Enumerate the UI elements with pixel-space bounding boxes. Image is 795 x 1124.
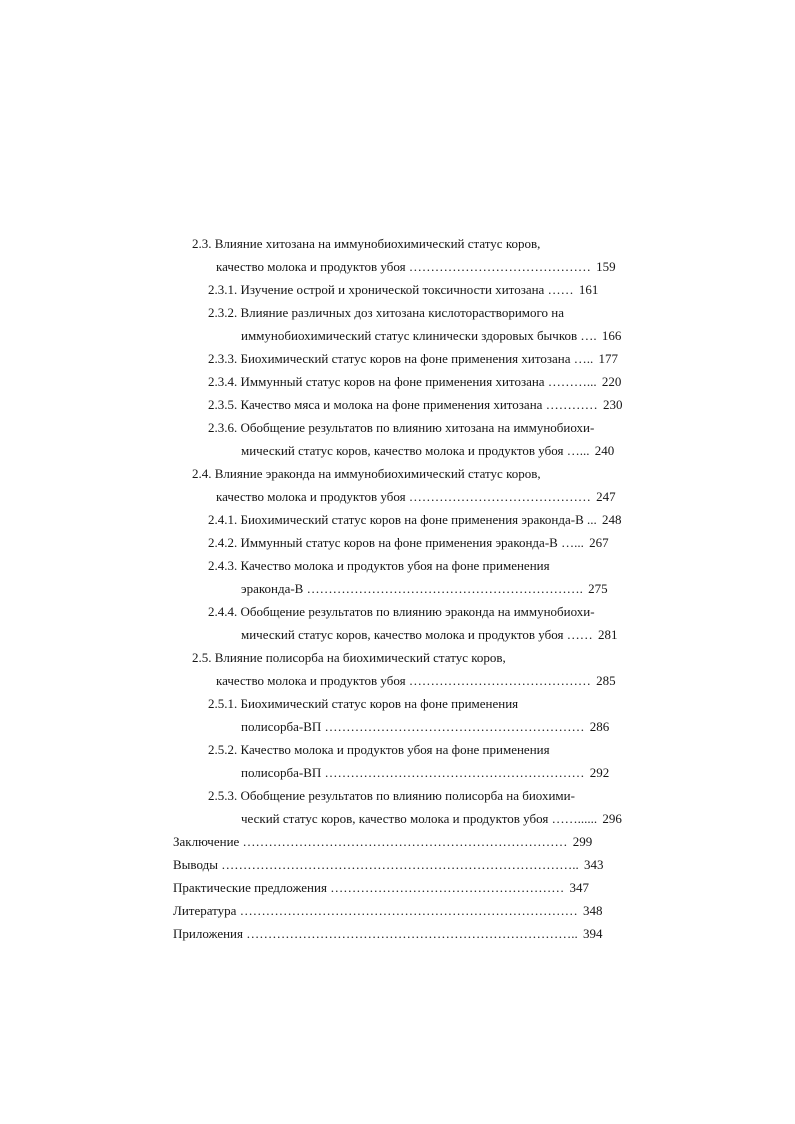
toc-entry-2-5-2-cont: [241, 765, 609, 781]
toc-entry-2-3-2-cont: [241, 328, 621, 344]
toc-entry-2-5-3: [208, 788, 575, 804]
toc-page-number: 285: [596, 673, 616, 688]
toc-entry-text: 2.5.3. Обобщение результатов по влиянию полисорба на биохими-: [208, 788, 575, 803]
toc-entry-text: 2.4.4. Обобщение результатов по влиянию эраконда на иммунобиохи-: [208, 604, 595, 619]
toc-entry-2-5-2: [208, 742, 550, 758]
toc-leader-dots: …………………………………………………………………..: [246, 926, 578, 941]
toc-entry-text: 2.3.6. Обобщение результатов по влиянию хитозана на иммунобиохи-: [208, 420, 595, 435]
toc-leader-dots: ………………………………………………: [330, 880, 565, 895]
toc-entry-2-5-1-cont: [241, 719, 609, 735]
toc-entry-2-5: [192, 650, 506, 666]
toc-entry-text: 2.3.5. Качество мяса и молока на фоне применения хитозана: [208, 397, 543, 412]
toc-entry-2-4-1: [208, 512, 622, 528]
toc-entry-text: эраконда-В: [241, 581, 304, 596]
toc-entry-2-4-4-cont: [241, 627, 618, 643]
toc-page-number: 166: [601, 328, 622, 343]
toc-page-number: 299: [572, 834, 593, 849]
toc-entry-text: 2.5. Влияние полисорба на биохимический статус коров,: [192, 650, 506, 665]
toc-entry-text: Заключение: [173, 834, 240, 849]
toc-leader-dots: ……………………………………………………: [324, 719, 585, 734]
toc-entry-text: Выводы: [173, 857, 218, 872]
toc-entry-text: мический статус коров, качество молока и продуктов убоя: [241, 627, 564, 642]
toc-entry-2-3-6: [208, 420, 594, 436]
toc-entry-text: 2.3.2. Влияние различных доз хитозана кислоторастворимого на: [208, 305, 565, 320]
toc-page-number: 286: [589, 719, 610, 734]
toc-entry-text: качество молока и продуктов убоя: [216, 259, 406, 274]
toc-page-number: 394: [582, 926, 603, 941]
toc-leader-dots: ……………………………………………………: [324, 765, 585, 780]
toc-page-number: 296: [602, 811, 622, 826]
toc-page-number: 177: [598, 351, 618, 366]
toc-page-number: 247: [596, 489, 616, 504]
toc-entry-2-4-3: [208, 558, 550, 574]
toc-entry-text: 2.4.2. Иммунный статус коров на фоне применения эраконда-В: [208, 535, 558, 550]
toc-page-number: 292: [589, 765, 610, 780]
toc-leader-dots: ………...: [547, 374, 597, 389]
toc-leader-dots: …………: [545, 397, 598, 412]
toc-entry-text: 2.4.3. Качество молока и продуктов убоя на фоне применения: [208, 558, 550, 573]
toc-leader-dots: ...: [587, 512, 597, 527]
toc-entry-2-3-3: [208, 351, 618, 367]
toc-leader-dots: ……………………………………………………….: [306, 581, 583, 596]
toc-page-number: 161: [578, 282, 599, 297]
toc-leader-dots: ……………………………………………………………………: [239, 903, 578, 918]
toc-leader-dots: ……………………………………: [408, 489, 591, 504]
toc-entry-practical-proposals: [173, 880, 589, 896]
toc-page-number: 220: [601, 374, 622, 389]
toc-leader-dots: ………………………………………………………………………..: [221, 857, 579, 872]
toc-entry-text: ческий статус коров, качество молока и продуктов убоя: [241, 811, 549, 826]
toc-entry-conclusion: [173, 834, 592, 850]
toc-entry-2-5-cont: [216, 673, 616, 689]
toc-entry-2-5-3-cont: [241, 811, 622, 827]
toc-page-number: 159: [596, 259, 616, 274]
toc-entry-literature: [173, 903, 602, 919]
toc-leader-dots: ……: [566, 627, 593, 642]
toc-entry-2-3-1: [208, 282, 598, 298]
toc-entry-2-5-1: [208, 696, 518, 712]
toc-page-number: 347: [569, 880, 589, 895]
toc-entry-2-3-4: [208, 374, 621, 390]
toc-page-number: 281: [598, 627, 618, 642]
toc-entry-text: Приложения: [173, 926, 243, 941]
toc-entry-text: качество молока и продуктов убоя: [216, 673, 406, 688]
toc-leader-dots: ……......: [551, 811, 598, 826]
toc-entry-text: мический статус коров, качество молока и продуктов убоя: [241, 443, 564, 458]
toc-leader-dots: …..: [573, 351, 594, 366]
toc-leader-dots: ……………………………………: [408, 259, 591, 274]
toc-entry-2-3-cont: [216, 259, 616, 275]
toc-entry-appendices: [173, 926, 602, 942]
toc-entry-text: полисорба-ВП: [241, 765, 322, 780]
toc-leader-dots: ……: [547, 282, 574, 297]
toc-page-number: 275: [588, 581, 608, 596]
toc-entry-2-4-cont: [216, 489, 616, 505]
toc-page-number: 248: [602, 512, 622, 527]
toc-entry-2-4-2: [208, 535, 609, 551]
toc-entry-text: полисорба-ВП: [241, 719, 322, 734]
toc-entry-2-3-2: [208, 305, 564, 321]
toc-entry-2-4: [192, 466, 541, 482]
toc-entry-text: 2.3. Влияние хитозана на иммунобиохимический статус коров,: [192, 236, 541, 251]
toc-page-number: 230: [602, 397, 623, 412]
toc-entry-findings: [173, 857, 603, 873]
toc-entry-text: качество молока и продуктов убоя: [216, 489, 406, 504]
toc-leader-dots: …...: [561, 535, 584, 550]
toc-page-number: 267: [589, 535, 609, 550]
toc-leader-dots: …………………………………………………………………: [242, 834, 568, 849]
toc-entry-text: 2.4.1. Биохимический статус коров на фоне применения эраконда-В: [208, 512, 584, 527]
toc-leader-dots: …...: [566, 443, 590, 458]
toc-entry-text: 2.3.3. Биохимический статус коров на фоне применения хитозана: [208, 351, 571, 366]
toc-entry-2-4-3-cont: [241, 581, 608, 597]
toc-entry-text: Литература: [173, 903, 237, 918]
toc-entry-text: Практические предложения: [173, 880, 327, 895]
toc-entry-2-3-6-cont: [241, 443, 614, 459]
toc-entry-text: 2.3.1. Изучение острой и хронической токсичности хитозана: [208, 282, 545, 297]
toc-entry-text: 2.4. Влияние эраконда на иммунобиохимический статус коров,: [192, 466, 541, 481]
toc-entry-text: иммунобиохимический статус клинически здоровых бычков: [241, 328, 578, 343]
toc-leader-dots: ….: [580, 328, 597, 343]
toc-page-number: 343: [583, 857, 604, 872]
toc-leader-dots: ……………………………………: [408, 673, 591, 688]
toc-entry-text: 2.3.4. Иммунный статус коров на фоне применения хитозана: [208, 374, 545, 389]
toc-entry-2-3-5: [208, 397, 622, 413]
toc-entry-text: 2.5.1. Биохимический статус коров на фоне применения: [208, 696, 519, 711]
toc-page-number: 240: [594, 443, 615, 458]
toc-page-number: 348: [582, 903, 603, 918]
toc-entry-2-3: [192, 236, 540, 252]
toc-entry-2-4-4: [208, 604, 595, 620]
toc-entry-text: 2.5.2. Качество молока и продуктов убоя на фоне применения: [208, 742, 550, 757]
